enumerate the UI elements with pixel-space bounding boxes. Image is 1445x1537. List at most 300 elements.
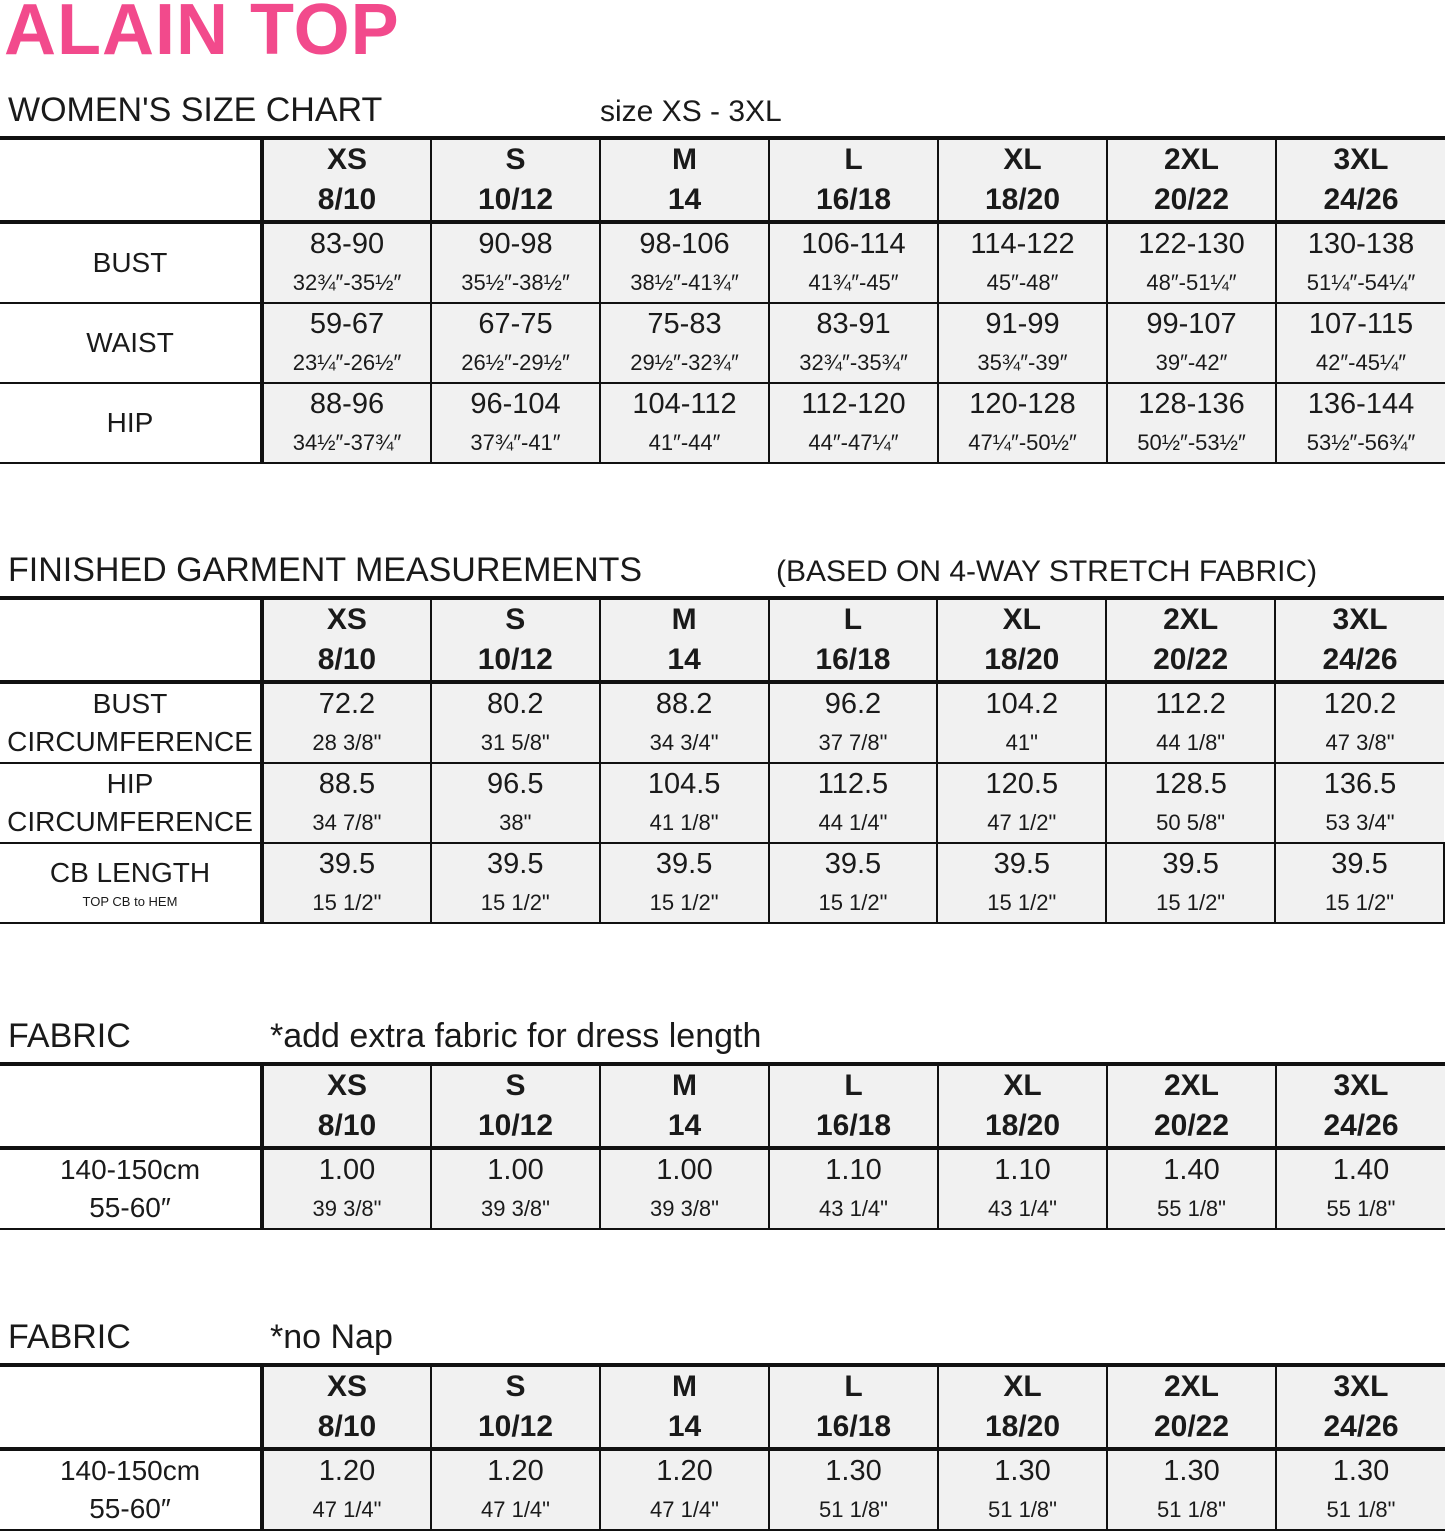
metric-value: 39.5: [1331, 848, 1388, 880]
size-number: 24/26: [1323, 183, 1399, 216]
fabric2-body: [0, 1449, 1445, 1530]
imperial-value: 38": [499, 810, 532, 835]
size-number: 10/12: [477, 1410, 554, 1443]
metric-value: 1.40: [1332, 1154, 1390, 1186]
size-header: [0, 598, 1444, 682]
garment-heading: FINISHED GARMENT MEASUREMENTS: [8, 551, 643, 589]
imperial-value: 50 5/8": [1156, 810, 1226, 835]
header-corner-cell: [0, 598, 262, 682]
imperial-value: 39 3/8": [650, 1196, 719, 1221]
metric-value: 98-106: [639, 228, 730, 260]
size-number: 18/20: [984, 643, 1060, 676]
metric-value: 75-83: [647, 308, 722, 340]
metric-value: 107-115: [1308, 308, 1414, 340]
size-column-header: [431, 1365, 600, 1449]
size-number: 10/12: [477, 643, 553, 676]
imperial-value: 41″-44″: [648, 430, 721, 455]
garment-table: [0, 596, 1445, 924]
table-row: [0, 843, 1444, 923]
metric-value: 88-96: [309, 388, 385, 420]
measurement-cell: [431, 1449, 600, 1530]
measurement-cell: [600, 1449, 769, 1530]
size-column-header: [600, 1365, 769, 1449]
imperial-value: 31 5/8": [480, 730, 550, 755]
measurement-cell: [769, 1449, 938, 1530]
measurement-cell: [600, 303, 769, 383]
size-column-header: [1276, 138, 1445, 222]
imperial-value: 47¼″-50½″: [968, 430, 1077, 455]
size-column-header: [938, 138, 1107, 222]
metric-value: 104-112: [632, 388, 737, 420]
size-number: 18/20: [984, 1410, 1061, 1443]
metric-value: 1.00: [487, 1154, 544, 1186]
table-row: [0, 682, 1444, 763]
imperial-value: 44″-47¼″: [808, 430, 899, 455]
size-column-header: [769, 598, 938, 682]
metric-value: 1.30: [994, 1455, 1051, 1487]
row-label: [0, 1148, 262, 1229]
size-label: L: [844, 1069, 863, 1102]
row-label-line: CIRCUMFERENCE: [7, 806, 253, 837]
measurement-cell: [1275, 843, 1444, 923]
row-label: WAIST: [0, 303, 262, 383]
garment-note: (BASED ON 4-WAY STRETCH FABRIC): [776, 555, 1318, 588]
imperial-value: 15 1/2": [312, 890, 382, 915]
size-number: 24/26: [1323, 1410, 1399, 1443]
imperial-value: 15 1/2": [818, 890, 888, 915]
metric-value: 1.30: [1163, 1455, 1220, 1487]
measurement-cell: [431, 1148, 600, 1229]
imperial-value: 47 1/4": [481, 1497, 550, 1522]
size-label: 2XL: [1163, 143, 1220, 176]
imperial-value: 15 1/2": [1325, 890, 1395, 915]
imperial-value: 35½″-38½″: [461, 270, 570, 295]
page-title: ALAIN TOP: [4, 0, 400, 70]
imperial-value: 37¾″-41″: [470, 430, 561, 455]
metric-value: 96.5: [487, 768, 544, 800]
metric-value: 39.5: [487, 848, 544, 880]
size-label: S: [505, 143, 526, 176]
measurement-cell: [1106, 843, 1275, 923]
metric-value: 72.2: [318, 688, 376, 720]
size-number: 18/20: [984, 183, 1061, 216]
size-column-header: [769, 1365, 938, 1449]
size-chart-heading: WOMEN'S SIZE CHART: [8, 91, 383, 129]
imperial-value: 47 1/4": [650, 1497, 719, 1522]
measurement-cell: [938, 222, 1107, 303]
measurement-cell: [1276, 383, 1445, 463]
measurement-cell: [769, 222, 938, 303]
metric-value: 96.2: [824, 688, 882, 720]
measurement-cell: [1107, 383, 1276, 463]
imperial-value: 32¾″-35¾″: [799, 350, 908, 375]
metric-value: 128-136: [1138, 388, 1245, 420]
measurement-cell: [431, 763, 600, 843]
measurement-cell: [262, 843, 431, 923]
size-label: S: [505, 603, 526, 636]
metric-value: 114-122: [970, 228, 1075, 260]
imperial-value: 51¼″-54¼″: [1306, 270, 1416, 295]
row-label: [0, 1449, 262, 1530]
size-number: 14: [667, 1410, 702, 1443]
imperial-value: 41¾″-45″: [808, 270, 899, 295]
fabric1-body: [0, 1148, 1445, 1229]
metric-value: 128.5: [1154, 768, 1227, 800]
garment-body: [0, 682, 1444, 923]
size-number: 20/22: [1153, 1109, 1230, 1142]
size-label: XL: [1003, 1370, 1042, 1403]
metric-value: 1.20: [487, 1455, 544, 1487]
size-label: M: [671, 603, 697, 636]
size-column-header: [1107, 1064, 1276, 1148]
table-row: [0, 1449, 1445, 1530]
fabric2-note: *no Nap: [270, 1318, 393, 1356]
size-column-header: [262, 1064, 431, 1148]
metric-value: 80.2: [487, 688, 544, 720]
row-label-line: HIP: [106, 768, 154, 799]
size-number: 20/22: [1153, 1410, 1230, 1443]
measurement-cell: [262, 1148, 431, 1229]
metric-value: 1.30: [825, 1455, 882, 1487]
row-label-note: TOP CB to HEM: [82, 894, 178, 909]
size-number: 16/18: [815, 1109, 892, 1142]
measurement-cell: [431, 383, 600, 463]
measurement-cell: [769, 763, 938, 843]
metric-value: 1.00: [318, 1154, 376, 1186]
size-column-header: [431, 1064, 600, 1148]
metric-value: 120-128: [969, 388, 1076, 420]
imperial-value: 53 3/4": [1325, 810, 1395, 835]
size-label: XL: [1003, 1069, 1042, 1102]
size-column-header: [431, 138, 600, 222]
measurement-cell: [1107, 1449, 1276, 1530]
measurement-cell: [600, 1148, 769, 1229]
size-column-header: [1276, 1064, 1445, 1148]
measurement-cell: [1107, 303, 1276, 383]
measurement-cell: [431, 682, 600, 763]
size-column-header: [600, 598, 769, 682]
size-number: 14: [667, 643, 701, 676]
metric-value: 136-144: [1307, 388, 1415, 420]
size-number: 18/20: [984, 1109, 1061, 1142]
imperial-value: 44 1/8": [1156, 730, 1226, 755]
metric-value: 96-104: [470, 388, 561, 420]
size-column-header: [1275, 598, 1444, 682]
size-column-header: [600, 138, 769, 222]
metric-value: 120.2: [1323, 688, 1397, 720]
size-number: 10/12: [477, 183, 554, 216]
row-label-line: BUST: [92, 688, 168, 719]
size-label: 2XL: [1163, 1069, 1220, 1102]
measurement-cell: [1275, 763, 1444, 843]
size-header: [0, 138, 1445, 222]
size-label: 3XL: [1333, 143, 1389, 176]
measurement-cell: [262, 303, 431, 383]
imperial-value: 28 3/8": [312, 730, 382, 755]
size-label: XL: [1003, 143, 1042, 176]
metric-value: 112.5: [817, 768, 889, 800]
measurement-cell: [938, 383, 1107, 463]
fabric1-table: [0, 1062, 1445, 1230]
size-number: 8/10: [317, 1410, 377, 1443]
table-row: [0, 1148, 1445, 1229]
row-label: [0, 843, 262, 923]
imperial-value: 15 1/2": [649, 890, 719, 915]
size-column-header: [1107, 1365, 1276, 1449]
size-label: 2XL: [1163, 1370, 1220, 1403]
imperial-value: 34 3/4": [649, 730, 719, 755]
measurement-cell: [600, 682, 769, 763]
metric-value: 122-130: [1138, 228, 1245, 260]
size-header-row: [0, 1365, 1445, 1449]
size-header: [0, 1365, 1445, 1449]
measurement-cell: [1107, 1148, 1276, 1229]
row-label: [0, 682, 262, 763]
imperial-value: 38½″-41¾″: [630, 270, 739, 295]
imperial-value: 51 1/8": [988, 1497, 1057, 1522]
header-corner-cell: [0, 1064, 262, 1148]
imperial-value: 41": [1005, 730, 1038, 755]
measurement-cell: [938, 1449, 1107, 1530]
table-row: [0, 303, 1445, 383]
measurement-cell: [1276, 1148, 1445, 1229]
size-number: 14: [667, 1109, 702, 1142]
metric-value: 39.5: [824, 848, 882, 880]
imperial-value: 15 1/2": [987, 890, 1057, 915]
metric-value: 90-98: [478, 228, 553, 260]
imperial-value: 45″-48″: [986, 270, 1059, 295]
measurement-cell: [600, 383, 769, 463]
measurement-cell: [600, 222, 769, 303]
fabric1-note: *add extra fabric for dress length: [270, 1017, 762, 1055]
size-header-row: [0, 598, 1444, 682]
metric-value: 106-114: [801, 228, 906, 260]
row-label: BUST: [0, 222, 262, 303]
imperial-value: 26½″-29½″: [461, 350, 570, 375]
metric-value: 104.5: [647, 768, 721, 800]
size-column-header: [1107, 138, 1276, 222]
measurement-cell: [262, 1449, 431, 1530]
metric-value: 104.2: [985, 688, 1059, 720]
measurement-cell: [769, 303, 938, 383]
imperial-value: 34 7/8": [312, 810, 382, 835]
size-column-header: [600, 1064, 769, 1148]
measurement-cell: [262, 682, 431, 763]
metric-value: 91-99: [985, 308, 1060, 340]
measurement-cell: [769, 383, 938, 463]
size-number: 8/10: [317, 643, 377, 676]
metric-value: 83-90: [309, 228, 385, 260]
metric-value: 1.30: [1332, 1455, 1390, 1487]
size-number: 16/18: [815, 183, 892, 216]
row-label: HIP: [0, 383, 262, 463]
imperial-value: 15 1/2": [480, 890, 550, 915]
row-label-line: CB LENGTH: [49, 857, 211, 888]
metric-value: 130-138: [1307, 228, 1415, 260]
metric-value: 112-120: [801, 388, 906, 420]
metric-value: 39.5: [993, 848, 1051, 880]
imperial-value: 39 3/8": [481, 1196, 550, 1221]
metric-value: 136.5: [1323, 768, 1397, 800]
size-number: 24/26: [1323, 1109, 1399, 1142]
measurement-cell: [769, 1148, 938, 1229]
measurement-cell: [600, 843, 769, 923]
metric-value: 1.00: [656, 1154, 713, 1186]
metric-value: 120.5: [985, 768, 1059, 800]
size-label: 3XL: [1333, 1370, 1389, 1403]
header-corner-cell: [0, 138, 262, 222]
measurement-cell: [769, 843, 938, 923]
metric-value: 1.20: [318, 1455, 376, 1487]
imperial-value: 32¾″-35½″: [292, 270, 402, 295]
size-label: L: [843, 603, 863, 636]
metric-value: 88.5: [318, 768, 376, 800]
metric-value: 39.5: [1162, 848, 1219, 880]
measurement-cell: [262, 222, 431, 303]
size-column-header: [431, 598, 600, 682]
size-header: [0, 1064, 1445, 1148]
size-label: XL: [1002, 603, 1041, 636]
metric-value: 39.5: [655, 848, 713, 880]
measurement-cell: [769, 682, 938, 763]
fabric2-heading: FABRIC: [8, 1318, 131, 1356]
size-chart-table: [0, 136, 1445, 464]
metric-value: 39.5: [318, 848, 376, 880]
size-column-header: [937, 598, 1106, 682]
size-label: XS: [326, 143, 368, 176]
size-label: 2XL: [1163, 603, 1219, 636]
imperial-value: 23¼″-26½″: [292, 350, 402, 375]
measurement-cell: [1106, 763, 1275, 843]
measurement-cell: [1276, 303, 1445, 383]
row-label-line: CIRCUMFERENCE: [7, 726, 253, 757]
imperial-value: 39″-42″: [1155, 350, 1228, 375]
size-number: 10/12: [477, 1109, 554, 1142]
imperial-value: 50½″-53½″: [1137, 430, 1246, 455]
row-label-line: 140-150cm: [59, 1154, 201, 1185]
imperial-value: 55 1/8": [1326, 1196, 1396, 1221]
row-label-line: 55-60″: [89, 1192, 171, 1223]
measurement-cell: [937, 843, 1106, 923]
metric-value: 83-91: [816, 308, 891, 340]
table-row: [0, 222, 1445, 303]
table-row: [0, 383, 1445, 463]
size-column-header: [262, 1365, 431, 1449]
size-column-header: [769, 138, 938, 222]
size-label: S: [505, 1370, 526, 1403]
size-number: 8/10: [317, 1109, 377, 1142]
header-corner-cell: [0, 1365, 262, 1449]
imperial-value: 15 1/2": [1156, 890, 1226, 915]
size-number: 20/22: [1153, 643, 1229, 676]
size-number: 24/26: [1322, 643, 1398, 676]
measurement-cell: [1275, 682, 1444, 763]
size-label: M: [672, 1069, 697, 1102]
size-label: XS: [326, 1370, 368, 1403]
metric-value: 1.20: [656, 1455, 713, 1487]
measurement-cell: [431, 843, 600, 923]
size-number: 16/18: [815, 1410, 892, 1443]
size-column-header: [938, 1365, 1107, 1449]
metric-value: 112.2: [1155, 688, 1226, 720]
imperial-value: 53½″-56¾″: [1306, 430, 1416, 455]
metric-value: 88.2: [655, 688, 713, 720]
size-number: 8/10: [317, 183, 377, 216]
table-row: [0, 763, 1444, 843]
imperial-value: 47 1/2": [987, 810, 1057, 835]
size-label: XS: [326, 603, 367, 636]
imperial-value: 51 1/8": [1157, 1497, 1226, 1522]
metric-value: 99-107: [1146, 308, 1237, 340]
size-label: 3XL: [1332, 603, 1388, 636]
fabric2-table: [0, 1363, 1445, 1531]
row-label-line: 55-60″: [89, 1493, 171, 1524]
row-label-line: 140-150cm: [59, 1455, 201, 1486]
measurement-cell: [262, 763, 431, 843]
imperial-value: 48″-51¼″: [1146, 270, 1237, 295]
metric-value: 59-67: [309, 308, 385, 340]
measurement-cell: [1276, 222, 1445, 303]
measurement-cell: [1107, 222, 1276, 303]
imperial-value: 43 1/4": [988, 1196, 1057, 1221]
size-label: M: [672, 1370, 697, 1403]
measurement-cell: [1276, 1449, 1445, 1530]
size-column-header: [262, 598, 431, 682]
measurement-cell: [262, 383, 431, 463]
metric-value: 1.40: [1163, 1154, 1220, 1186]
size-label: 3XL: [1333, 1069, 1389, 1102]
imperial-value: 47 3/8": [1325, 730, 1395, 755]
measurement-cell: [938, 1148, 1107, 1229]
measurement-cell: [431, 222, 600, 303]
size-header-row: [0, 138, 1445, 222]
imperial-value: 55 1/8": [1157, 1196, 1226, 1221]
size-label: XS: [326, 1069, 368, 1102]
size-column-header: [938, 1064, 1107, 1148]
imperial-value: 34½″-37¾″: [292, 430, 402, 455]
size-number: 16/18: [815, 643, 891, 676]
size-column-header: [262, 138, 431, 222]
imperial-value: 51 1/8": [819, 1497, 888, 1522]
measurement-cell: [938, 303, 1107, 383]
measurement-cell: [1106, 682, 1275, 763]
measurement-cell: [431, 303, 600, 383]
imperial-value: 44 1/4": [818, 810, 888, 835]
size-column-header: [1276, 1365, 1445, 1449]
metric-value: 1.10: [825, 1154, 882, 1186]
size-header-row: [0, 1064, 1445, 1148]
size-number: 14: [667, 183, 702, 216]
imperial-value: 29½″-32¾″: [630, 350, 739, 375]
imperial-value: 39 3/8": [312, 1196, 382, 1221]
size-chart-note: size XS - 3XL: [600, 95, 782, 128]
size-number: 20/22: [1153, 183, 1230, 216]
size-column-header: [1106, 598, 1275, 682]
row-label: [0, 763, 262, 843]
imperial-value: 35¾″-39″: [977, 350, 1068, 375]
size-label: L: [844, 143, 863, 176]
imperial-value: 42″-45¼″: [1315, 350, 1407, 375]
metric-value: 67-75: [478, 308, 553, 340]
imperial-value: 51 1/8": [1326, 1497, 1396, 1522]
size-label: S: [505, 1069, 526, 1102]
imperial-value: 43 1/4": [819, 1196, 888, 1221]
fabric1-heading: FABRIC: [8, 1017, 131, 1055]
imperial-value: 41 1/8": [649, 810, 719, 835]
metric-value: 1.10: [994, 1154, 1051, 1186]
measurement-cell: [937, 763, 1106, 843]
imperial-value: 37 7/8": [818, 730, 888, 755]
